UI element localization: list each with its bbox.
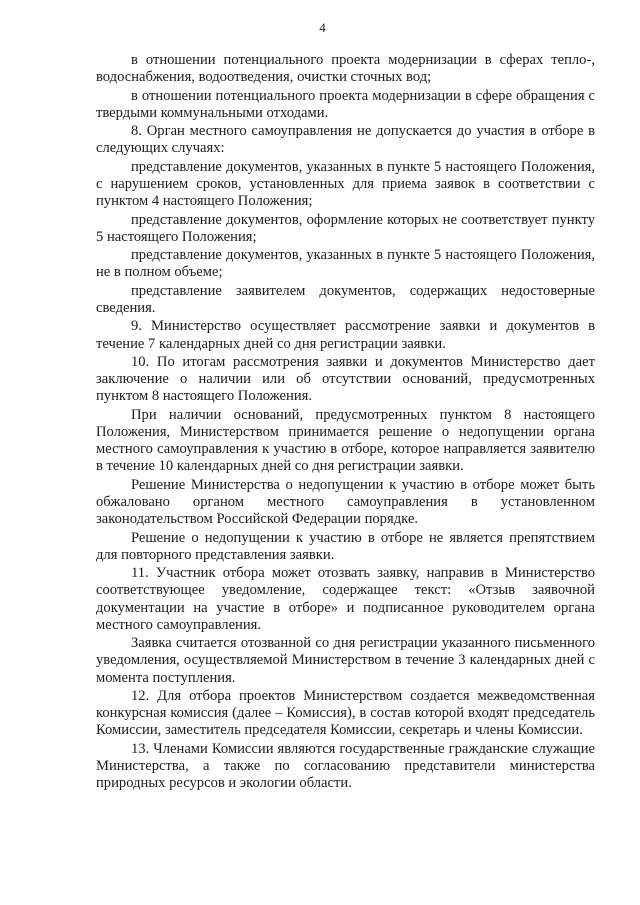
paragraph: представление документов, оформление которых не соответствует пункту 5 настоящего Положения; [96, 211, 595, 245]
paragraph: 9. Министерство осуществляет рассмотрение заявки и документов в течение 7 календарных дней со дня регистрации заявки. [96, 318, 595, 352]
paragraph: в отношении потенциального проекта модернизации в сфере обращения с твердыми коммунальными отходами. [96, 87, 595, 121]
paragraph: 12. Для отбора проектов Министерством создается межведомственная конкурсная комиссия (далее – Комиссия), в состав которой входят председатель Комиссии, заместитель председателя Комиссии, секретарь и члены Комиссии. [96, 687, 595, 739]
paragraph: представление документов, указанных в пункте 5 настоящего Положения, не в полном объеме; [96, 247, 595, 281]
paragraph: 13. Членами Комиссии являются государственные гражданские служащие Министерства, а также по согласованию представители министерства природных ресурсов и экологии области. [96, 740, 595, 792]
paragraph: Решение о недопущении к участию в отборе не является препятствием для повторного представления заявки. [96, 529, 595, 563]
paragraph: представление заявителем документов, содержащих недостоверные сведения. [96, 282, 595, 316]
paragraph: 8. Орган местного самоуправления не допускается до участия в отборе в следующих случаях: [96, 123, 595, 157]
paragraph: Заявка считается отозванной со дня регистрации указанного письменного уведомления, осуществляемой Министерством в течение 3 календарных дней с момента поступления. [96, 635, 595, 686]
paragraph: Решение Министерства о недопущении к участию в отборе может быть обжаловано органом местного самоуправления в установленном законодательством Российской Федерации порядке. [96, 476, 595, 528]
paragraph: При наличии оснований, предусмотренных пунктом 8 настоящего Положения, Министерством принимается решение о недопущении органа местного самоуправления к участию в отборе, которое направляется заявителю в течение 10 календарных дней со дня регистрации заявки. [96, 406, 595, 475]
paragraph: представление документов, указанных в пункте 5 настоящего Положения, с нарушением сроков, установленных для приема заявок в соответствии с пунктом 4 настоящего Положения; [96, 158, 595, 210]
paragraph: в отношении потенциального проекта модернизации в сферах тепло-, водоснабжения, водоотведения, очистки сточных вод; [96, 52, 595, 86]
paragraph: 10. По итогам рассмотрения заявки и документов Министерство дает заключение о наличии или об отсутствии оснований, предусмотренных пунктом 8 настоящего Положения. [96, 353, 595, 405]
paragraph: 11. Участник отбора может отозвать заявку, направив в Министерство соответствующее уведомление, содержащее текст: «Отзыв заявочной документации на участие в отборе» и подписанное руководителем органа местного самоуправления. [96, 565, 595, 633]
page-number: 4 [319, 20, 326, 35]
